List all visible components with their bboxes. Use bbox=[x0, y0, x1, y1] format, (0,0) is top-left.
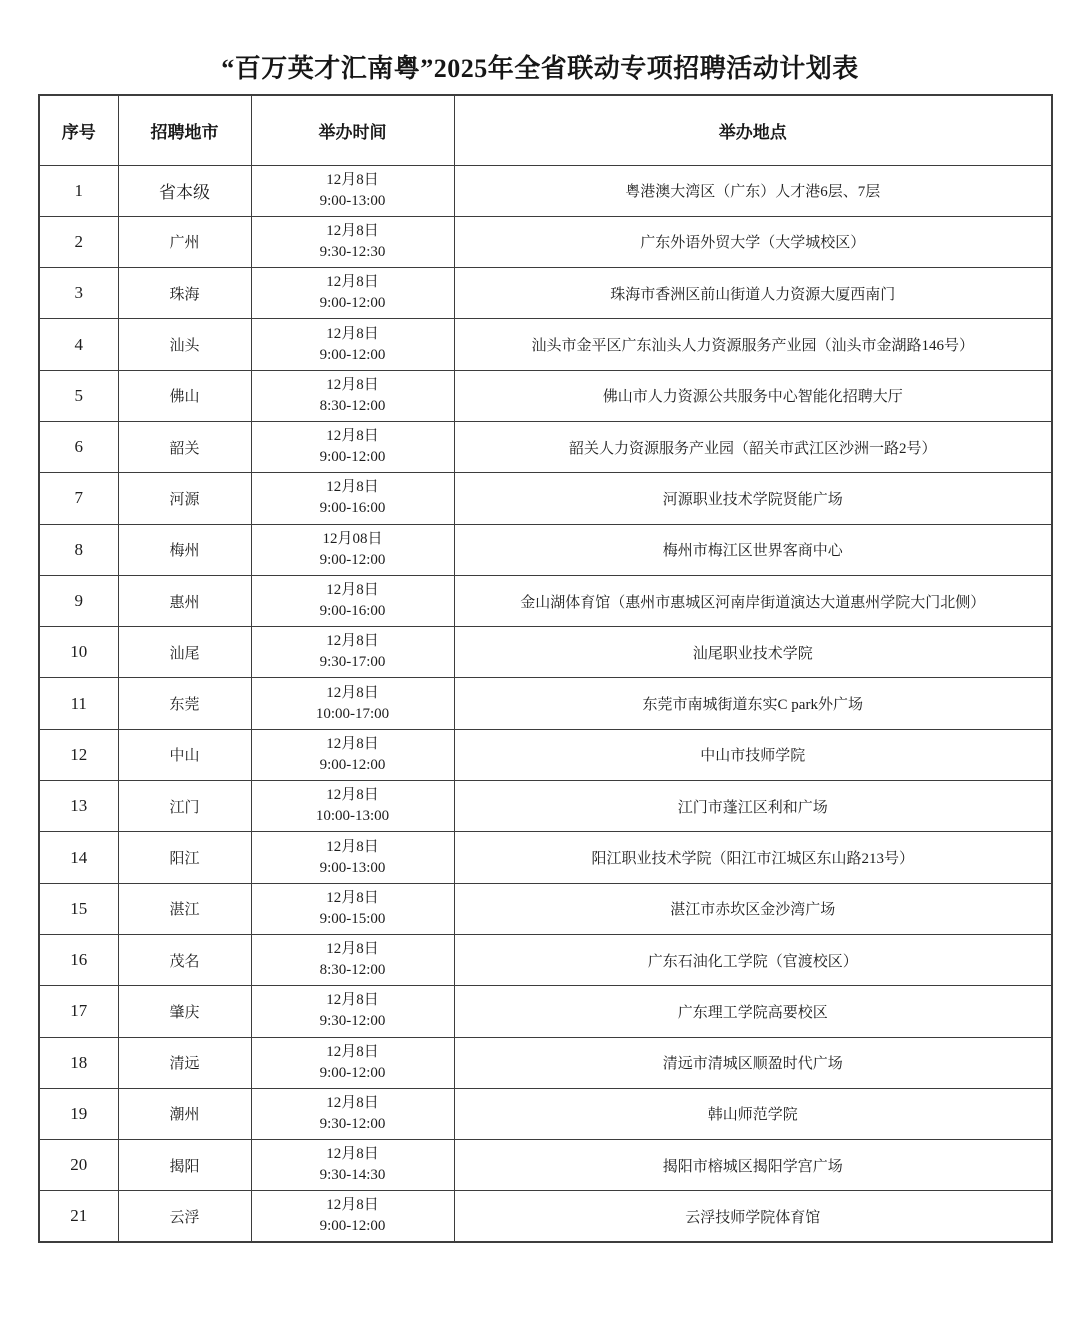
table-row bbox=[39, 575, 1052, 626]
cell-city: 韶关 bbox=[118, 421, 251, 472]
col-header-serial-no: 序号 bbox=[39, 95, 118, 165]
event-time-range: 9:00-16:00 bbox=[319, 500, 386, 517]
event-date: 12月8日 bbox=[326, 222, 379, 239]
cell-serial-no: 10 bbox=[39, 627, 118, 678]
event-time-range: 9:00-12:00 bbox=[319, 346, 386, 363]
cell-time bbox=[251, 627, 454, 678]
table-row bbox=[39, 1140, 1052, 1191]
event-date: 12月8日 bbox=[326, 787, 379, 804]
table-row bbox=[39, 627, 1052, 678]
cell-time bbox=[251, 934, 454, 985]
cell-city: 省本级 bbox=[118, 165, 251, 216]
cell-location: 梅州市梅江区世界客商中心 bbox=[454, 524, 1052, 575]
cell-time bbox=[251, 986, 454, 1037]
event-time-range: 10:00-17:00 bbox=[315, 705, 390, 722]
event-date: 12月8日 bbox=[326, 428, 379, 445]
cell-time bbox=[251, 216, 454, 267]
col-header-location: 举办地点 bbox=[454, 95, 1052, 165]
cell-location: 佛山市人力资源公共服务中心智能化招聘大厅 bbox=[454, 370, 1052, 421]
cell-city: 东莞 bbox=[118, 678, 251, 729]
cell-time bbox=[251, 473, 454, 524]
cell-location: 东莞市南城街道东实C park外广场 bbox=[454, 678, 1052, 729]
cell-location: 韩山师范学院 bbox=[454, 1088, 1052, 1139]
cell-time bbox=[251, 575, 454, 626]
cell-city: 潮州 bbox=[118, 1088, 251, 1139]
table-row bbox=[39, 268, 1052, 319]
cell-city: 佛山 bbox=[118, 370, 251, 421]
event-time-range: 9:00-13:00 bbox=[319, 192, 386, 209]
cell-serial-no: 1 bbox=[39, 165, 118, 216]
cell-time bbox=[251, 268, 454, 319]
table-row bbox=[39, 370, 1052, 421]
cell-serial-no: 3 bbox=[39, 268, 118, 319]
cell-serial-no: 20 bbox=[39, 1140, 118, 1191]
recruitment-plan-table bbox=[38, 94, 1053, 1243]
event-date: 12月8日 bbox=[326, 1197, 379, 1214]
event-date: 12月8日 bbox=[326, 1146, 379, 1163]
cell-time bbox=[251, 678, 454, 729]
cell-serial-no: 14 bbox=[39, 832, 118, 883]
cell-location: 揭阳市榕城区揭阳学宫广场 bbox=[454, 1140, 1052, 1191]
event-time-range: 9:00-16:00 bbox=[319, 603, 386, 620]
event-time-range: 10:00-13:00 bbox=[315, 808, 390, 825]
table-row bbox=[39, 524, 1052, 575]
cell-serial-no: 21 bbox=[39, 1191, 118, 1242]
event-time-range: 8:30-12:00 bbox=[319, 397, 386, 414]
event-date: 12月8日 bbox=[326, 274, 379, 291]
cell-location: 韶关人力资源服务产业园（韶关市武江区沙洲一路2号） bbox=[454, 421, 1052, 472]
cell-location: 云浮技师学院体育馆 bbox=[454, 1191, 1052, 1242]
event-date: 12月8日 bbox=[326, 582, 379, 599]
cell-city: 中山 bbox=[118, 729, 251, 780]
cell-location: 湛江市赤坎区金沙湾广场 bbox=[454, 883, 1052, 934]
event-date: 12月8日 bbox=[326, 171, 379, 188]
cell-city: 湛江 bbox=[118, 883, 251, 934]
cell-city: 珠海 bbox=[118, 268, 251, 319]
cell-location: 阳江职业技术学院（阳江市江城区东山路213号） bbox=[454, 832, 1052, 883]
cell-city: 惠州 bbox=[118, 575, 251, 626]
cell-location: 汕尾职业技术学院 bbox=[454, 627, 1052, 678]
table-row bbox=[39, 986, 1052, 1037]
event-date: 12月8日 bbox=[326, 1094, 379, 1111]
table-row bbox=[39, 883, 1052, 934]
event-time-range: 9:30-12:00 bbox=[319, 1013, 386, 1030]
table-row bbox=[39, 1037, 1052, 1088]
cell-city: 茂名 bbox=[118, 934, 251, 985]
cell-location: 广东石油化工学院（官渡校区） bbox=[454, 934, 1052, 985]
table-row bbox=[39, 319, 1052, 370]
table-row bbox=[39, 729, 1052, 780]
col-header-city: 招聘地市 bbox=[118, 95, 251, 165]
cell-time bbox=[251, 1088, 454, 1139]
cell-location: 河源职业技术学院贤能广场 bbox=[454, 473, 1052, 524]
cell-location: 广东外语外贸大学（大学城校区） bbox=[454, 216, 1052, 267]
cell-city: 梅州 bbox=[118, 524, 251, 575]
cell-city: 广州 bbox=[118, 216, 251, 267]
event-date: 12月8日 bbox=[326, 325, 379, 342]
event-time-range: 9:30-12:00 bbox=[319, 1115, 386, 1132]
event-time-range: 8:30-12:00 bbox=[319, 962, 386, 979]
table-row bbox=[39, 832, 1052, 883]
cell-serial-no: 13 bbox=[39, 781, 118, 832]
event-date: 12月08日 bbox=[322, 530, 383, 547]
table-row bbox=[39, 1088, 1052, 1139]
cell-serial-no: 8 bbox=[39, 524, 118, 575]
event-date: 12月8日 bbox=[326, 992, 379, 1009]
cell-location: 中山市技师学院 bbox=[454, 729, 1052, 780]
cell-city: 阳江 bbox=[118, 832, 251, 883]
table-row bbox=[39, 1191, 1052, 1242]
cell-city: 江门 bbox=[118, 781, 251, 832]
event-date: 12月8日 bbox=[326, 684, 379, 701]
event-time-range: 9:30-12:30 bbox=[319, 243, 386, 260]
event-date: 12月8日 bbox=[326, 941, 379, 958]
cell-serial-no: 9 bbox=[39, 575, 118, 626]
cell-location: 粤港澳大湾区（广东）人才港6层、7层 bbox=[454, 165, 1052, 216]
event-time-range: 9:00-12:00 bbox=[319, 1064, 386, 1081]
cell-serial-no: 17 bbox=[39, 986, 118, 1037]
event-date: 12月8日 bbox=[326, 735, 379, 752]
event-time-range: 9:00-13:00 bbox=[319, 859, 386, 876]
table-row bbox=[39, 678, 1052, 729]
event-time-range: 9:30-14:30 bbox=[319, 1167, 386, 1184]
table-row bbox=[39, 421, 1052, 472]
cell-time bbox=[251, 524, 454, 575]
cell-serial-no: 5 bbox=[39, 370, 118, 421]
table-row bbox=[39, 473, 1052, 524]
cell-city: 肇庆 bbox=[118, 986, 251, 1037]
cell-serial-no: 4 bbox=[39, 319, 118, 370]
cell-serial-no: 16 bbox=[39, 934, 118, 985]
cell-time bbox=[251, 781, 454, 832]
cell-time bbox=[251, 319, 454, 370]
cell-serial-no: 18 bbox=[39, 1037, 118, 1088]
cell-location: 广东理工学院高要校区 bbox=[454, 986, 1052, 1037]
cell-time bbox=[251, 165, 454, 216]
cell-city: 汕尾 bbox=[118, 627, 251, 678]
cell-city: 汕头 bbox=[118, 319, 251, 370]
cell-location: 清远市清城区顺盈时代广场 bbox=[454, 1037, 1052, 1088]
table-row bbox=[39, 934, 1052, 985]
cell-city: 清远 bbox=[118, 1037, 251, 1088]
event-date: 12月8日 bbox=[326, 479, 379, 496]
cell-serial-no: 7 bbox=[39, 473, 118, 524]
table-body bbox=[39, 165, 1052, 1242]
cell-time bbox=[251, 1037, 454, 1088]
cell-time bbox=[251, 729, 454, 780]
event-time-range: 9:00-12:00 bbox=[319, 295, 386, 312]
event-date: 12月8日 bbox=[326, 376, 379, 393]
event-date: 12月8日 bbox=[326, 838, 379, 855]
cell-time bbox=[251, 421, 454, 472]
event-time-range: 9:00-12:00 bbox=[319, 756, 386, 773]
event-time-range: 9:00-12:00 bbox=[319, 551, 386, 568]
cell-serial-no: 6 bbox=[39, 421, 118, 472]
cell-city: 河源 bbox=[118, 473, 251, 524]
cell-location: 金山湖体育馆（惠州市惠城区河南岸街道演达大道惠州学院大门北侧） bbox=[454, 575, 1052, 626]
page-title: “百万英才汇南粤”2025年全省联动专项招聘活动计划表 bbox=[221, 54, 859, 83]
cell-time bbox=[251, 1191, 454, 1242]
cell-time bbox=[251, 883, 454, 934]
cell-serial-no: 11 bbox=[39, 678, 118, 729]
event-date: 12月8日 bbox=[326, 1043, 379, 1060]
event-time-range: 9:00-12:00 bbox=[319, 449, 386, 466]
event-date: 12月8日 bbox=[326, 633, 379, 650]
cell-city: 云浮 bbox=[118, 1191, 251, 1242]
event-time-range: 9:00-12:00 bbox=[319, 1218, 386, 1235]
cell-city: 揭阳 bbox=[118, 1140, 251, 1191]
cell-location: 珠海市香洲区前山街道人力资源大厦西南门 bbox=[454, 268, 1052, 319]
event-date: 12月8日 bbox=[326, 889, 379, 906]
cell-location: 汕头市金平区广东汕头人力资源服务产业园（汕头市金湖路146号） bbox=[454, 319, 1052, 370]
table-row bbox=[39, 216, 1052, 267]
col-header-time: 举办时间 bbox=[251, 95, 454, 165]
cell-time bbox=[251, 1140, 454, 1191]
header-row bbox=[39, 95, 1052, 165]
cell-location: 江门市蓬江区利和广场 bbox=[454, 781, 1052, 832]
cell-serial-no: 2 bbox=[39, 216, 118, 267]
cell-serial-no: 19 bbox=[39, 1088, 118, 1139]
table-row bbox=[39, 165, 1052, 216]
cell-time bbox=[251, 832, 454, 883]
event-time-range: 9:00-15:00 bbox=[319, 910, 386, 927]
cell-serial-no: 12 bbox=[39, 729, 118, 780]
cell-time bbox=[251, 370, 454, 421]
table-row bbox=[39, 781, 1052, 832]
event-time-range: 9:30-17:00 bbox=[319, 654, 386, 671]
cell-serial-no: 15 bbox=[39, 883, 118, 934]
